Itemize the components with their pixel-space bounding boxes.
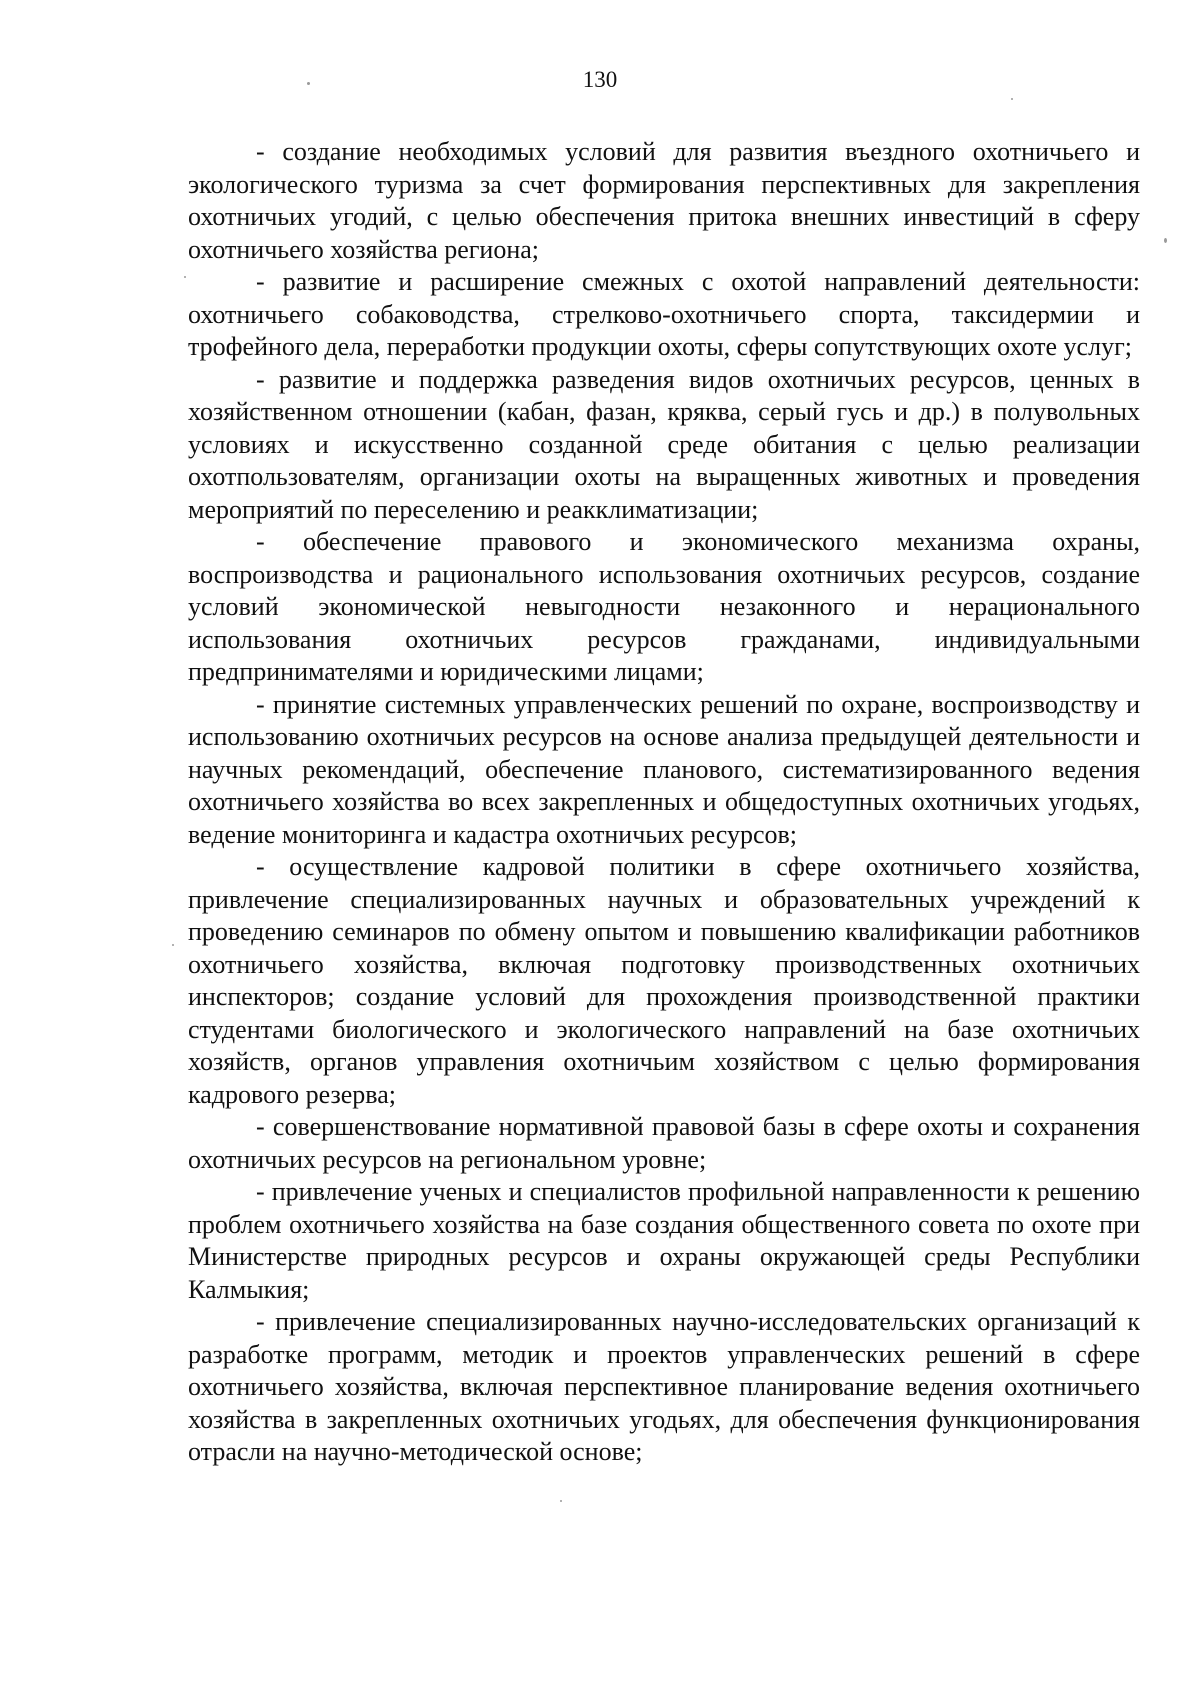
scan-speck xyxy=(172,944,174,946)
paragraph-1: - создание необходимых условий для развития въездного охотничьего и экологического туризма за счет формирования перспективных для закрепления охотничьих угодий, с целью обеспечения притока внешних инвестиций в сферу охотничьего хозяйства региона; xyxy=(188,137,1140,264)
paragraph-2: - развитие и расширение смежных с охотой направлений деятельности: охотничьего собаководства, стрелково-охотничьего спорта, таксидермии и трофейного дела, переработки продукции охоты, сферы сопутствующих охоте услуг; xyxy=(188,267,1140,361)
paragraph-6: - осуществление кадровой политики в сфере охотничьего хозяйства, привлечение специализированных научных и образовательных учреждений к проведению семинаров по обмену опытом и повышению квалификации работников охотничьего хозяйства, включая подготовку производственных охотничьих инспекторов; создание условий для прохождения производственной практики студентами биологического и экологического направлений на базе охотничьих хозяйств, органов управления охотничьим хозяйством с целью формирования кадрового резерва; xyxy=(188,852,1140,1109)
paragraph-7: - совершенствование нормативной правовой базы в сфере охоты и сохранения охотничьих ресурсов на региональном уровне; xyxy=(188,1112,1140,1174)
paragraph-4: - обеспечение правового и экономического механизма охраны, воспроизводства и рационального использования охотничьих ресурсов, создание условий экономической невыгодности незаконного и нерационального использования охотничьих ресурсов гражданами, индивидуальными предпринимателями и юридическими лицами; xyxy=(188,527,1140,686)
scan-speck xyxy=(560,1500,562,1502)
paragraph-8: - привлечение ученых и специалистов профильной направленности к решению проблем охотничьего хозяйства на базе создания общественного совета по охоте при Министерстве природных ресурсов и охраны окружающей среды Республики Калмыкия; xyxy=(188,1177,1140,1304)
scan-speck xyxy=(184,276,186,278)
page-number: 130 xyxy=(582,67,618,92)
paragraph-3: - развитие и поддержка разведения видов охотничьих ресурсов, ценных в хозяйственном отношении (кабан, фазан, кряква, серый гусь и др.) в полувольных условиях и искусственно созданной среде обитания с целью реализации охотпользователям, организации охоты на выращенных животных и проведения мероприятий по переселению и реакклиматизации; xyxy=(188,364,1140,524)
scan-speck xyxy=(1164,238,1167,243)
body-text xyxy=(188,136,1140,1469)
scan-speck xyxy=(307,82,310,85)
paragraph-9: - привлечение специализированных научно-исследовательских организаций к разработке программ, методик и проектов управленческих решений в сфере охотничьего хозяйства, включая перспективное планирование ведения охотничьего хозяйства в закрепленных охотничьих угодьях, для обеспечения функционирования отрасли на научно-методической основе; xyxy=(188,1307,1140,1466)
paragraph-5: - принятие системных управленческих решений по охране, воспроизводству и использованию охотничьих ресурсов на основе анализа предыдущей деятельности и научных рекомендаций, обеспечение планового, систематизированного ведения охотничьего хозяйства во всех закрепленных и общедоступных охотничьих угодьях, ведение мониторинга и кадастра охотничьих ресурсов; xyxy=(188,689,1140,849)
scan-speck xyxy=(1011,98,1013,100)
